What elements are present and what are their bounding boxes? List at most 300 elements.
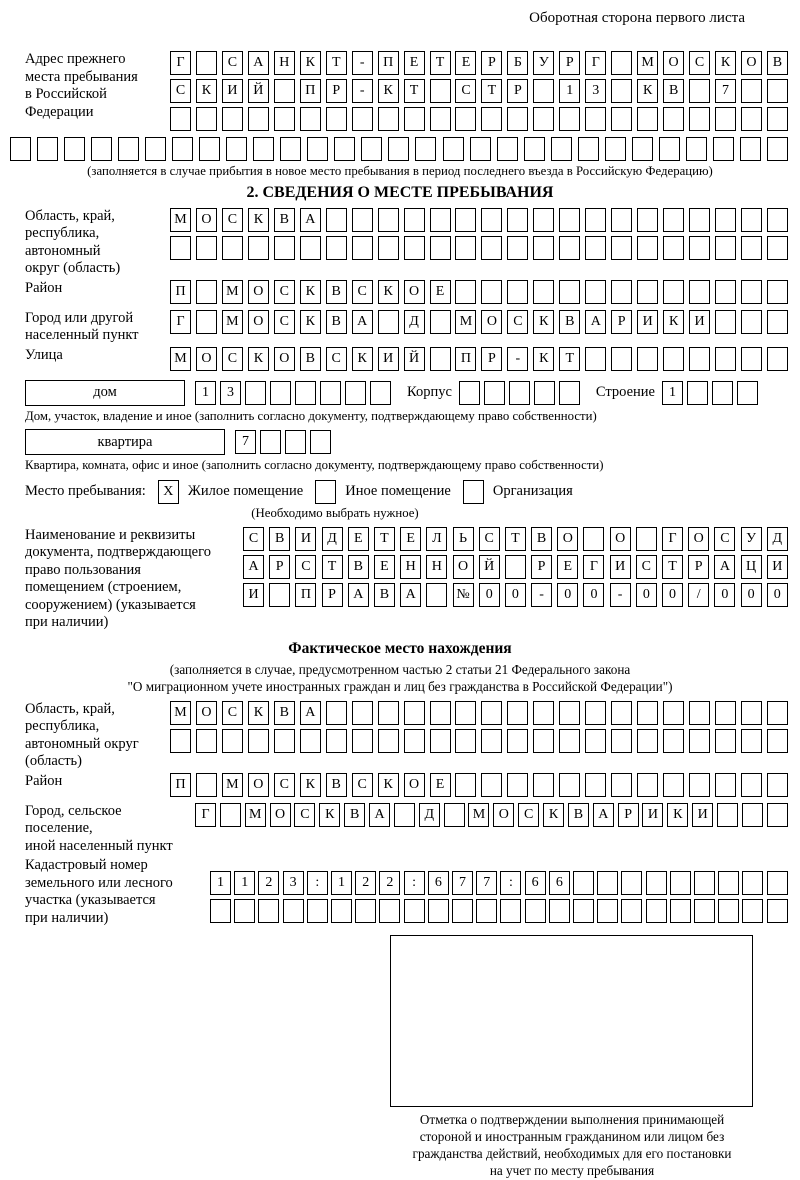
char-box (611, 729, 632, 753)
char-box: М (245, 803, 266, 827)
char-box (476, 899, 497, 923)
char-box (632, 137, 653, 161)
house-number-boxes (195, 381, 395, 405)
char-box: М (637, 51, 658, 75)
char-box (226, 137, 247, 161)
char-box (663, 773, 684, 797)
region-row-2 (170, 236, 788, 260)
char-box: К (352, 347, 373, 371)
stay-type-row (25, 480, 788, 504)
stroenie-boxes (662, 381, 762, 405)
char-box (326, 729, 347, 753)
char-box (430, 701, 451, 725)
char-box (285, 430, 306, 454)
char-box (767, 236, 788, 260)
char-box: Б (507, 51, 528, 75)
char-box (320, 381, 341, 405)
char-box: С (274, 773, 295, 797)
char-box (559, 236, 580, 260)
char-box (500, 899, 521, 923)
char-box (533, 729, 554, 753)
label-line: (заполняется в случае, предусмотренном частью 2 статьи 21 Федерального закона (169, 661, 631, 677)
char-box: К (378, 79, 399, 103)
char-box: Е (348, 527, 369, 551)
document-row-2 (243, 555, 788, 579)
char-box (689, 280, 710, 304)
char-box (326, 236, 347, 260)
char-box (694, 871, 715, 895)
char-box: К (248, 347, 269, 371)
char-box (637, 107, 658, 131)
char-box (621, 899, 642, 923)
actual-location-title: Фактическое место нахождения (288, 639, 512, 657)
cadastre-row-2 (210, 899, 788, 923)
char-box (170, 236, 191, 260)
char-box (459, 381, 480, 405)
char-box (274, 729, 295, 753)
char-box: О (688, 527, 709, 551)
label-line: Отметка о подтверждении выполнения принимающей (419, 1112, 725, 1127)
char-box (444, 803, 465, 827)
char-box: В (274, 701, 295, 725)
char-box: П (455, 347, 476, 371)
char-box (326, 701, 347, 725)
char-box: И (767, 555, 788, 579)
char-box (767, 310, 788, 334)
char-box: : (404, 871, 425, 895)
char-box (481, 773, 502, 797)
char-box (715, 208, 736, 232)
char-box: Д (767, 527, 788, 551)
char-box: И (295, 527, 316, 551)
char-box: С (479, 527, 500, 551)
char-box: К (248, 208, 269, 232)
char-box (307, 899, 328, 923)
char-box (196, 107, 217, 131)
char-box: Г (585, 51, 606, 75)
char-box (334, 137, 355, 161)
char-box (10, 137, 31, 161)
prev-address-row-1 (170, 51, 788, 75)
char-box (507, 280, 528, 304)
char-box (378, 310, 399, 334)
char-box (222, 236, 243, 260)
char-box: В (326, 310, 347, 334)
char-box (378, 701, 399, 725)
char-box: 0 (636, 583, 657, 607)
char-box: О (453, 555, 474, 579)
region-row-1 (170, 208, 788, 232)
char-box (715, 310, 736, 334)
char-box (300, 107, 321, 131)
char-box (404, 701, 425, 725)
label-line: право пользования (25, 561, 141, 578)
stay-option-label-inoe: Иное помещение (345, 483, 451, 499)
char-box: О (274, 347, 295, 371)
char-box: К (663, 310, 684, 334)
char-box (507, 773, 528, 797)
char-box (196, 729, 217, 753)
char-box (767, 803, 788, 827)
char-box: 1 (195, 381, 216, 405)
char-box: С (295, 555, 316, 579)
char-box: Й (404, 347, 425, 371)
label-line: округ (область) (25, 260, 121, 276)
char-box: - (352, 51, 373, 75)
char-box (378, 208, 399, 232)
char-box (742, 803, 763, 827)
char-box: К (533, 310, 554, 334)
char-box (352, 701, 373, 725)
stamp-area (390, 935, 755, 1179)
char-box (715, 107, 736, 131)
char-box (430, 79, 451, 103)
char-box: И (642, 803, 663, 827)
char-box: К (300, 280, 321, 304)
char-box: К (319, 803, 340, 827)
actual-location-note (0, 658, 800, 695)
char-box: К (196, 79, 217, 103)
actual-region-label (25, 701, 170, 771)
label-line: Наименование и реквизиты (25, 526, 196, 543)
char-box: П (170, 280, 191, 304)
char-box (559, 701, 580, 725)
char-box (258, 899, 279, 923)
char-box: / (688, 583, 709, 607)
char-box (283, 899, 304, 923)
char-box (715, 347, 736, 371)
label-line: сооружением) (указывается (25, 596, 196, 613)
char-box (210, 899, 231, 923)
char-box: М (455, 310, 476, 334)
char-box (370, 381, 391, 405)
char-box (196, 51, 217, 75)
char-box (378, 729, 399, 753)
char-box (585, 347, 606, 371)
label-line: иной населенный пункт (25, 837, 173, 854)
char-box: А (348, 583, 369, 607)
char-box (689, 729, 710, 753)
char-box: А (593, 803, 614, 827)
char-box: М (222, 773, 243, 797)
house-caption: Дом, участок, владение и иное (заполнить согласно документу, подтверждающему право собственности) (25, 408, 597, 423)
char-box (394, 803, 415, 827)
char-box (481, 729, 502, 753)
page-side-note: Оборотная сторона первого листа (529, 10, 745, 26)
char-box (663, 280, 684, 304)
char-box: К (300, 51, 321, 75)
char-box: 0 (583, 583, 604, 607)
char-box: Т (430, 51, 451, 75)
char-box: Т (374, 527, 395, 551)
char-box (378, 107, 399, 131)
char-box: - (610, 583, 631, 607)
char-box (307, 137, 328, 161)
char-box: Г (170, 310, 191, 334)
char-box (573, 871, 594, 895)
char-box (300, 236, 321, 260)
char-box (742, 899, 763, 923)
document-row-1 (243, 527, 788, 551)
char-box: В (344, 803, 365, 827)
char-box (741, 79, 762, 103)
char-box: А (300, 208, 321, 232)
char-box (611, 208, 632, 232)
actual-city-block (0, 803, 800, 856)
char-box (559, 381, 580, 405)
stay-option-checkbox-zhiloe: X (158, 480, 179, 504)
apartment-number-boxes (235, 430, 335, 454)
char-box: 6 (428, 871, 449, 895)
char-box (663, 208, 684, 232)
label-line: при наличии) (25, 614, 109, 630)
char-box: К (533, 347, 554, 371)
char-box: В (568, 803, 589, 827)
document-label (25, 527, 243, 632)
char-box: И (243, 583, 264, 607)
char-box (741, 236, 762, 260)
char-box (551, 137, 572, 161)
stroenie-label: Строение (595, 384, 655, 400)
char-box: О (481, 310, 502, 334)
char-box (404, 899, 425, 923)
char-box: С (352, 773, 373, 797)
char-box (549, 899, 570, 923)
char-box (767, 773, 788, 797)
char-box (597, 899, 618, 923)
char-box (455, 208, 476, 232)
char-box (585, 236, 606, 260)
char-box (470, 137, 491, 161)
char-box: 7 (235, 430, 256, 454)
char-box: Р (322, 583, 343, 607)
char-box (715, 701, 736, 725)
char-box: 6 (525, 871, 546, 895)
char-box: Т (505, 527, 526, 551)
char-box: Е (557, 555, 578, 579)
city-label (25, 310, 170, 345)
char-box: С (326, 347, 347, 371)
char-box (583, 527, 604, 551)
city-block (0, 310, 800, 345)
char-box (91, 137, 112, 161)
char-box: В (274, 208, 295, 232)
char-box: С (689, 51, 710, 75)
char-box: 0 (767, 583, 788, 607)
house-row (25, 380, 788, 406)
label-line: гражданства действий, необходимых для его постановки (412, 1146, 732, 1161)
char-box (686, 137, 707, 161)
label-line: (область) (25, 753, 82, 769)
char-box: Й (248, 79, 269, 103)
char-box (611, 236, 632, 260)
char-box: М (170, 347, 191, 371)
char-box: А (243, 555, 264, 579)
stay-option-checkbox-org (463, 480, 484, 504)
char-box: 1 (234, 871, 255, 895)
char-box (767, 701, 788, 725)
char-box (767, 347, 788, 371)
region-block (0, 208, 800, 278)
char-box: С (352, 280, 373, 304)
char-box (352, 729, 373, 753)
char-box (222, 729, 243, 753)
char-box: Д (419, 803, 440, 827)
char-box: С (455, 79, 476, 103)
region-label (25, 208, 170, 278)
char-box (248, 729, 269, 753)
char-box (196, 310, 217, 334)
char-box (525, 899, 546, 923)
char-box (767, 729, 788, 753)
char-box: Ь (453, 527, 474, 551)
char-box: П (170, 773, 191, 797)
char-box: Р (507, 79, 528, 103)
char-box: И (637, 310, 658, 334)
char-box (507, 729, 528, 753)
char-box (455, 236, 476, 260)
char-box: К (248, 701, 269, 725)
char-box (274, 107, 295, 131)
char-box (245, 381, 266, 405)
cadastre-block (0, 857, 800, 927)
char-box (663, 236, 684, 260)
char-box (196, 236, 217, 260)
prev-address-row-4 (10, 137, 788, 161)
char-box (767, 208, 788, 232)
district-block (0, 280, 800, 308)
char-box (689, 701, 710, 725)
char-box (430, 208, 451, 232)
char-box (637, 773, 658, 797)
char-box: В (663, 79, 684, 103)
char-box (507, 236, 528, 260)
char-box: Р (269, 555, 290, 579)
char-box (585, 280, 606, 304)
char-box: С (714, 527, 735, 551)
char-box (585, 729, 606, 753)
char-box: Е (455, 51, 476, 75)
char-box: Д (322, 527, 343, 551)
label-line: Кадастровый номер (25, 857, 148, 873)
char-box (689, 79, 710, 103)
label-line: участка (указывается (25, 892, 156, 908)
char-box: О (493, 803, 514, 827)
char-box (741, 773, 762, 797)
char-box: № (453, 583, 474, 607)
char-box: Т (662, 555, 683, 579)
char-box (170, 729, 191, 753)
char-box (455, 107, 476, 131)
char-box: Р (531, 555, 552, 579)
char-box (767, 107, 788, 131)
char-box: О (741, 51, 762, 75)
char-box (430, 236, 451, 260)
char-box: Г (583, 555, 604, 579)
document-row-3 (243, 583, 788, 607)
actual-city-label (25, 803, 195, 856)
stay-option-checkbox-inoe (315, 480, 336, 504)
char-box (248, 236, 269, 260)
label-line: Город, сельское поселение, (25, 802, 122, 836)
char-box (455, 773, 476, 797)
char-box (611, 79, 632, 103)
char-box (663, 729, 684, 753)
char-box: О (196, 208, 217, 232)
char-box: А (585, 310, 606, 334)
char-box: 3 (585, 79, 606, 103)
char-box: О (248, 773, 269, 797)
char-box: М (170, 208, 191, 232)
char-box (404, 236, 425, 260)
char-box: С (274, 280, 295, 304)
apartment-row (25, 429, 788, 455)
char-box (430, 729, 451, 753)
char-box: Р (481, 347, 502, 371)
char-box: Й (479, 555, 500, 579)
char-box (605, 137, 626, 161)
char-box (196, 280, 217, 304)
char-box: Д (404, 310, 425, 334)
char-box: О (270, 803, 291, 827)
char-box: 0 (557, 583, 578, 607)
char-box: М (170, 701, 191, 725)
char-box: Р (481, 51, 502, 75)
char-box: К (300, 773, 321, 797)
actual-city-row (195, 803, 788, 827)
char-box (533, 280, 554, 304)
actual-region-block (0, 701, 800, 771)
stay-option-label-zhiloe: Жилое помещение (187, 483, 304, 499)
char-box: 0 (662, 583, 683, 607)
char-box (484, 381, 505, 405)
char-box: Т (559, 347, 580, 371)
char-box (718, 899, 739, 923)
char-box: Н (274, 51, 295, 75)
char-box (670, 871, 691, 895)
char-box: М (222, 310, 243, 334)
char-box (481, 236, 502, 260)
char-box (636, 527, 657, 551)
char-box (559, 773, 580, 797)
char-box (637, 729, 658, 753)
char-box (740, 137, 761, 161)
char-box (253, 137, 274, 161)
char-box (379, 899, 400, 923)
label-line: "О миграционном учете иностранных граждан и лиц без гражданства в Российской Федерации") (127, 678, 673, 694)
char-box: Ц (741, 555, 762, 579)
street-label: Улица (25, 346, 63, 363)
char-box (404, 729, 425, 753)
char-box (220, 803, 241, 827)
char-box (611, 701, 632, 725)
char-box: М (222, 280, 243, 304)
char-box: 2 (258, 871, 279, 895)
char-box: 1 (559, 79, 580, 103)
char-box: О (248, 280, 269, 304)
char-box (452, 899, 473, 923)
char-box: А (300, 701, 321, 725)
char-box: С (507, 310, 528, 334)
korpus-label: Корпус (407, 384, 452, 400)
char-box (713, 137, 734, 161)
stamp-caption (382, 1107, 762, 1179)
char-box (717, 803, 738, 827)
char-box: Н (400, 555, 421, 579)
char-box (585, 773, 606, 797)
actual-region-row-1 (170, 701, 788, 725)
char-box: 7 (452, 871, 473, 895)
